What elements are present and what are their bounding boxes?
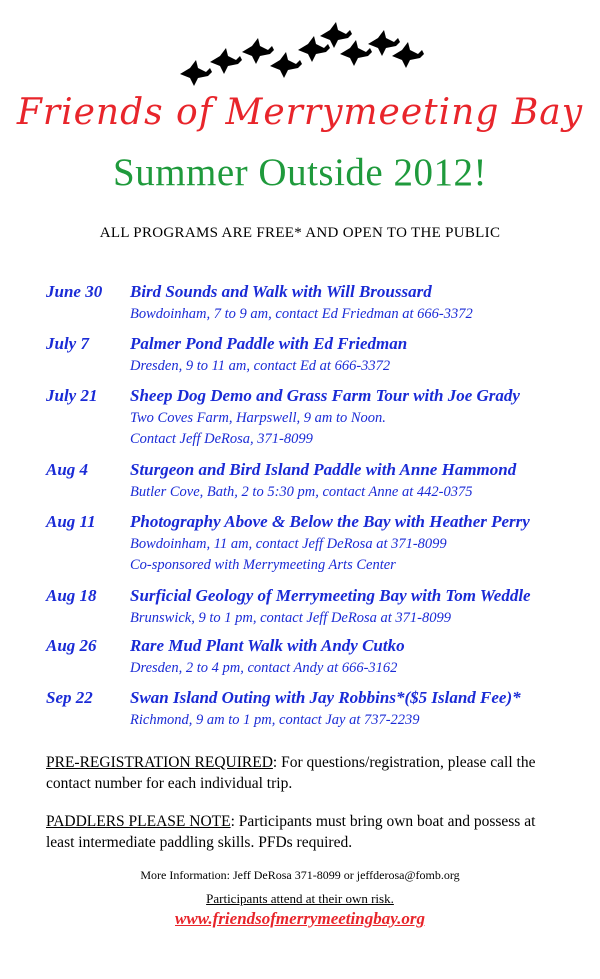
- risk-notice: Participants attend at their own risk.: [206, 891, 394, 906]
- event-detail: Dresden, 9 to 11 am, contact Ed at 666-3372: [130, 358, 391, 374]
- website-link[interactable]: www.friendsofmerrymeetingbay.org: [175, 909, 425, 928]
- event-title: Sheep Dog Demo and Grass Farm Tour with Joe Grady: [130, 386, 520, 405]
- event-detail: Brunswick, 9 to 1 pm, contact Jeff DeRosa at 371-8099: [130, 610, 451, 626]
- event-detail: Bowdoinham, 11 am, contact Jeff DeRosa at 371-8099: [130, 536, 447, 552]
- flying-geese-logo: [170, 16, 430, 88]
- event-detail: Contact Jeff DeRosa, 371-8099: [130, 431, 313, 447]
- page-title: Summer Outside 2012!: [113, 151, 487, 194]
- preregistration-heading: PRE-REGISTRATION REQUIRED: [46, 754, 273, 771]
- event-title: Swan Island Outing with Jay Robbins*($5 Island Fee)*: [130, 688, 521, 707]
- event-title: Rare Mud Plant Walk with Andy Cutko: [130, 636, 405, 655]
- preregistration-text: : For questions/registration, please call the contact number for each individual trip.: [46, 754, 536, 792]
- org-title: Friends of Merrymeeting Bay: [16, 92, 584, 133]
- event-date: June 30: [46, 282, 103, 301]
- free-programs-note: ALL PROGRAMS ARE FREE* AND OPEN TO THE PUBLIC: [99, 225, 501, 241]
- event-date: Sep 22: [46, 688, 93, 707]
- event-date: Aug 4: [46, 460, 89, 479]
- event-detail: Butler Cove, Bath, 2 to 5:30 pm, contact Anne at 442-0375: [130, 484, 473, 500]
- paddlers-note: [46, 811, 566, 853]
- preregistration-note: [46, 752, 566, 794]
- event-date: Aug 18: [46, 586, 97, 605]
- event-title: Surficial Geology of Merrymeeting Bay with Tom Weddle: [130, 586, 531, 605]
- more-information: More Information: Jeff DeRosa 371-8099 or jeffderosa@fomb.org: [140, 868, 460, 882]
- event-date: Aug 11: [46, 512, 96, 531]
- event-date: July 21: [46, 386, 98, 405]
- paddlers-text: : Participants must bring own boat and possess at least intermediate paddling skills. PFDs required.: [46, 813, 536, 851]
- event-detail: Co-sponsored with Merrymeeting Arts Center: [130, 557, 396, 573]
- event-detail: Richmond, 9 am to 1 pm, contact Jay at 737-2239: [130, 712, 420, 728]
- event-detail: Two Coves Farm, Harpswell, 9 am to Noon.: [130, 410, 386, 426]
- event-title: Photography Above & Below the Bay with Heather Perry: [130, 512, 530, 531]
- paddlers-heading: PADDLERS PLEASE NOTE: [46, 813, 231, 830]
- event-date: Aug 26: [46, 636, 97, 655]
- event-title: Palmer Pond Paddle with Ed Friedman: [130, 334, 408, 353]
- event-date: July 7: [46, 334, 89, 353]
- event-title: Bird Sounds and Walk with Will Broussard: [130, 282, 432, 301]
- event-detail: Dresden, 2 to 4 pm, contact Andy at 666-3162: [130, 660, 398, 676]
- event-detail: Bowdoinham, 7 to 9 am, contact Ed Friedman at 666-3372: [130, 306, 473, 322]
- event-title: Sturgeon and Bird Island Paddle with Anne Hammond: [130, 460, 517, 479]
